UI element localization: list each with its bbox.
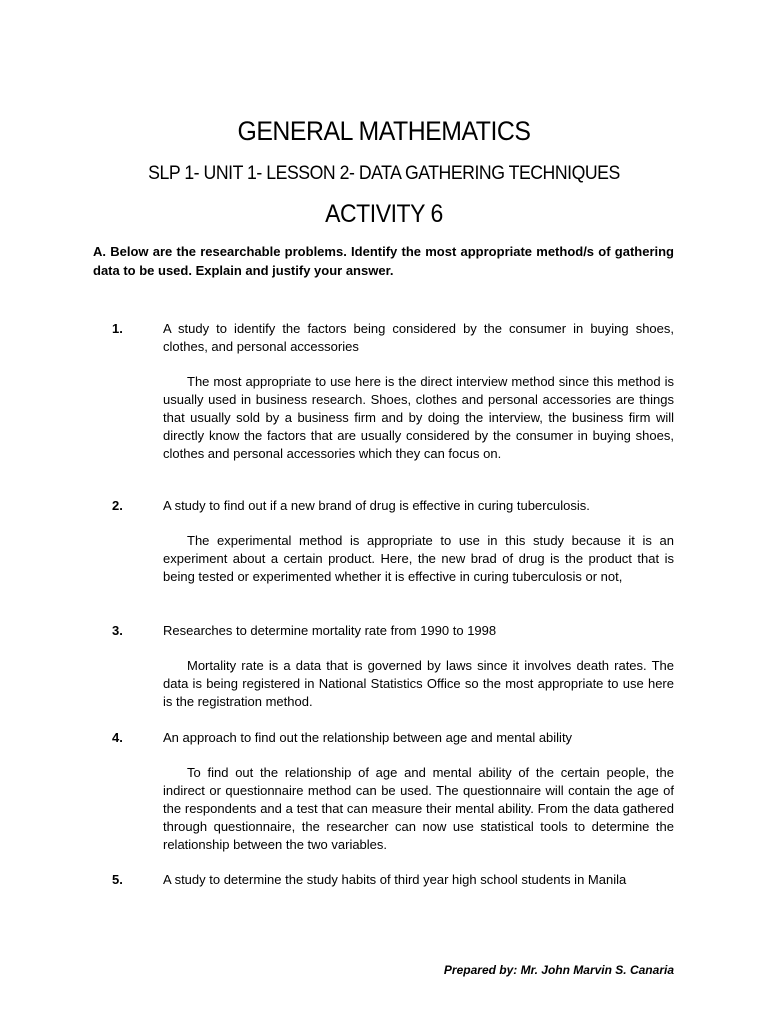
item-question: Researches to determine mortality rate from 1990 to 1998 [163,623,497,638]
item-number: 3. [112,623,123,638]
item-answer: To find out the relationship of age and mental ability of the certain people, the indirect or questionnaire method can be used. The questionnaire will contain the age of the respondents and a test that can measure their mental ability. From the data gathered through questionnaire, the researcher can now use statistical tools to determine the relationship between the two variables. [163,765,674,852]
item-number: 5. [112,872,123,887]
item-question: An approach to find out the relationship between age and mental ability [163,730,573,745]
item-answer: The experimental method is appropriate to use in this study because it is an experiment about a certain product. Here, the new brad of drug is the product that is being tested or experimented whether it is effective in curing tuberculosis or not, [163,533,674,584]
activity-heading: ACTIVITY 6 [325,200,443,228]
item-number: 2. [112,498,123,513]
item-question: A study to identify the factors being considered by the consumer in buying shoes, clothes, and personal accessories [163,321,674,354]
item-number: 4. [112,730,123,745]
document-subtitle: SLP 1- UNIT 1- LESSON 2- DATA GATHERING TECHNIQUES [148,163,620,184]
prepared-by: Prepared by: Mr. John Marvin S. Canaria [443,963,674,977]
item-question: A study to determine the study habits of third year high school students in Manila [163,872,627,887]
item-answer: Mortality rate is a data that is governed by laws since it involves death rates. The data is being registered in National Statistics Office so the most appropriate to use here is the registration method. [163,658,674,709]
item-answer: The most appropriate to use here is the direct interview method since this method is usually used in business research. Shoes, clothes and personal accessories are things that usually sold by a business firm and by doing the interview, the business firm will directly know the factors that are usually considered by the consumer in buying shoes, clothes and personal accessories which they can focus on. [163,374,674,461]
item-number: 1. [112,321,123,336]
instruction-text: A. Below are the researchable problems. Identify the most appropriate method/s of gathering data to be used. Explain and justify your answer. [93,244,674,278]
document-title: GENERAL MATHEMATICS [237,116,531,146]
item-question: A study to find out if a new brand of drug is effective in curing tuberculosis. [163,498,590,513]
